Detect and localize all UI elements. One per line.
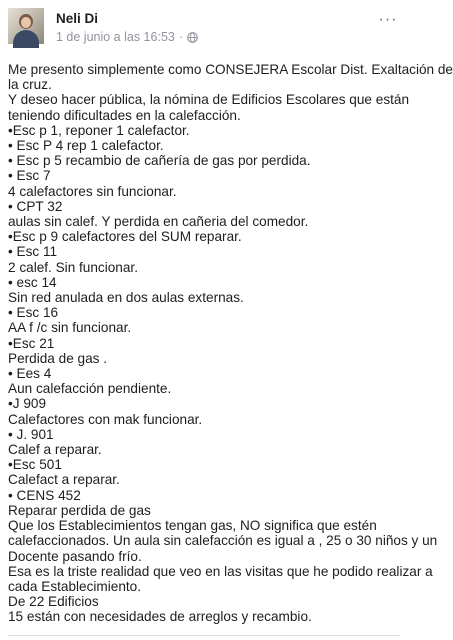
post-text-line: teniendo dificultades en la calefacción. [8, 107, 241, 123]
separator-dot: · [178, 30, 184, 44]
post-text-line: • Esc P 4 rep 1 calefactor. [8, 138, 164, 154]
post-text-line: Docente pasando frío. [8, 548, 142, 564]
post-text-line: 15 están con necesidades de arreglos y recambio. [8, 609, 312, 625]
post-text-line: •Esc 21 [8, 335, 55, 351]
post-text-line: calefaccionados. Un aula sin calefacción es igual a , 25 o 30 niños y un [8, 533, 438, 549]
post-text-line: 4 calefactores sin funcionar. [8, 183, 177, 199]
post-text-line: •Esc p 9 calefactores del SUM reparar. [8, 229, 242, 245]
post-text-line: •Esc p 1, reponer 1 calefactor. [8, 122, 190, 138]
post-text-line: • Esc 7 [8, 168, 51, 184]
post-text-line: Calefactores con mak funcionar. [8, 411, 203, 427]
post-text-line: Reparar perdida de gas [8, 502, 151, 518]
post-text [8, 62, 453, 625]
post-text-line: Aun calefacción pendiente. [8, 381, 172, 397]
post-text-line: • Esc p 5 recambio de cañería de gas por perdida. [8, 153, 311, 169]
post-text-line: aulas sin calef. Y perdida en cañeria del comedor. [8, 214, 309, 230]
post-text-line: • esc 14 [8, 274, 57, 290]
post-text-line: • J. 901 [8, 426, 54, 442]
post-text-line: •Esc 501 [8, 457, 62, 473]
post-text-line: cada Establecimiento. [8, 578, 141, 594]
divider [8, 635, 400, 636]
post-text-line: Calefact a reparar. [8, 472, 120, 488]
post-timestamp[interactable]: 1 de junio a las 16:53 [56, 30, 175, 44]
post-text-line: 2 calef. Sin funcionar. [8, 259, 138, 275]
more-options-icon[interactable]: ··· [378, 11, 398, 28]
post-text-line: Y deseo hacer pública, la nómina de Edificios Escolares que están [8, 92, 410, 108]
post-text-line: Perdida de gas . [8, 350, 107, 366]
post-text-line: De 22 Edificios [8, 594, 99, 610]
post-meta [56, 8, 376, 45]
post-text-line: • Esc 11 [8, 244, 58, 260]
post-text-line: Esa es la triste realidad que veo en las visitas que he podido realizar a [8, 563, 433, 579]
post-text-line: •J 909 [8, 396, 47, 412]
post-text-line: • Ees 4 [8, 366, 52, 382]
post-text-line: Sin red anulada en dos aulas externas. [8, 290, 244, 306]
post-text-line: • CENS 452 [8, 487, 81, 503]
post-header [8, 8, 400, 54]
post-subline [56, 29, 376, 45]
post-text-line: Que los Establecimientos tengan gas, NO significa que estén [8, 518, 377, 534]
post-text-line: la cruz. [8, 77, 52, 93]
globe-icon [187, 32, 198, 43]
post-text-line: • Esc 16 [8, 305, 59, 321]
post-text-line: Calef a reparar. [8, 442, 102, 458]
post-text-line: AA f /c sin funcionar. [8, 320, 132, 336]
post-text-line: • CPT 32 [8, 198, 63, 214]
author-name[interactable]: Neli Di [56, 11, 99, 26]
post-text-line: Me presento simplemente como CONSEJERA Escolar Dist. Exaltación de [8, 62, 453, 77]
avatar[interactable] [8, 8, 44, 44]
